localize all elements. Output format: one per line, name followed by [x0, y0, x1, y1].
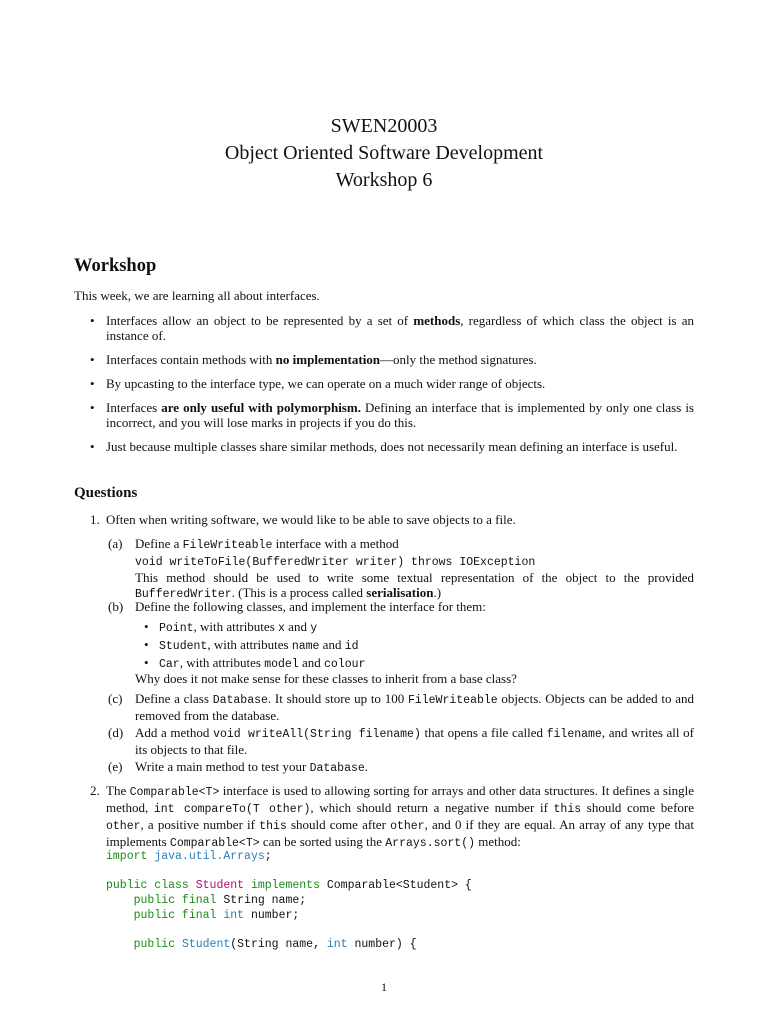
question-text: Often when writing software, we would like to be able to save objects to a file. [106, 512, 516, 527]
workshop-heading: Workshop [74, 256, 157, 276]
page-number: 1 [381, 980, 387, 994]
list-item: • Car, with attributes model and colour [135, 655, 365, 673]
subquestion-a: (a) Define a FileWriteable interface with a method void writeToFile(BufferedWriter writer) throws IOException This method should be used to write some textual representation of the object to the provided BufferedWriter. (This is a process called serialisation.) [108, 536, 694, 601]
bullet-item: • Interfaces are only useful with polymorphism. Defining an interface that is implemented by only one class is incorrect, and you will lose marks in projects if you do this. [74, 400, 694, 430]
bullet-item: • Interfaces allow an object to be represented by a set of methods, regardless of which class the object is an instance of. [74, 313, 694, 343]
subquestion-label: (c) [108, 691, 123, 706]
bullet-item: • By upcasting to the interface type, we can operate on a much wider range of objects. [74, 376, 694, 391]
why-question: Why does it not make sense for these classes to inherit from a base class? [135, 671, 517, 686]
subquestion-label: (a) [108, 536, 123, 551]
list-item: • Student, with attributes name and id [135, 637, 365, 655]
workshop-intro: This week, we are learning all about interfaces. [74, 288, 320, 303]
subquestion-label: (e) [108, 759, 123, 774]
question-text: The Comparable<T> interface is used to allowing sorting for arrays and other data structures. It defines a single method, int compareTo(T other), which should return a negative number if this should come before other, a positive number if this should come after other, and 0 if they are equal. An array of any type that implements Comparable<T> can be sorted using the Arrays.sort() method: [106, 783, 695, 850]
workshop-bullet-list [74, 313, 694, 463]
subquestion-e: (e) Write a main method to test your Database. [108, 759, 369, 775]
method-signature: void writeToFile(BufferedWriter writer) throws IOException [135, 556, 536, 569]
list-item: • Point, with attributes x and y [135, 619, 365, 637]
questions-heading: Questions [74, 485, 138, 501]
subquestion-d: (d) Add a method void writeAll(String filename) that opens a file called filename, and writes all of its objects to that file. [108, 725, 694, 757]
question-2 [74, 783, 694, 851]
course-name: Object Oriented Software Development [224, 142, 544, 164]
question-number: 1. [90, 512, 100, 527]
subquestion-c: (c) Define a class Database. It should store up to 100 FileWriteable objects. Objects can be added to and removed from the database. [108, 691, 694, 723]
class-list [135, 619, 365, 673]
code-block: import java.util.Arrays; public class Student implements Comparable<Student> { public final String name; public final int number; public Student(String name, int number) { [106, 850, 472, 952]
bullet-item: • Interfaces contain methods with no implementation—only the method signatures. [74, 352, 694, 367]
question-1 [74, 512, 694, 527]
document-title [0, 113, 768, 194]
workshop-number: Workshop 6 [335, 169, 433, 191]
course-code: SWEN20003 [330, 115, 438, 137]
subquestion-label: (b) [108, 599, 124, 614]
question-number: 2. [90, 783, 100, 798]
subquestion-b: (b) Define the following classes, and implement the interface for them: [108, 599, 486, 614]
bullet-item: • Just because multiple classes share similar methods, does not necessarily mean defining an interface is useful. [74, 439, 694, 454]
subquestion-label: (d) [108, 725, 124, 740]
